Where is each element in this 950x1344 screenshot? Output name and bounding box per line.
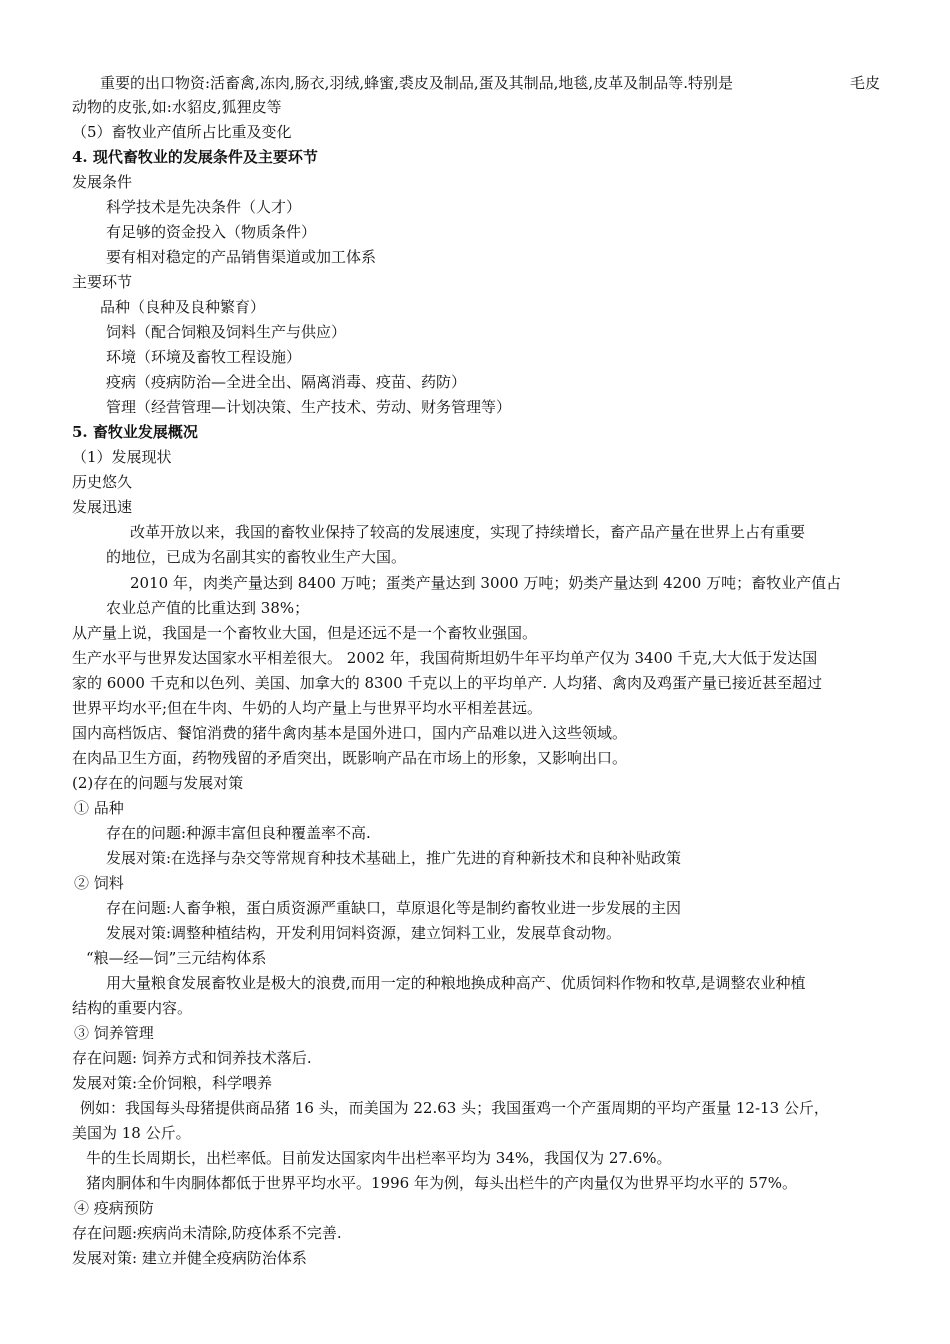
text-line: 发展对策:调整种植结构，开发利用饲料资源，建立饲料工业，发展草食动物。 (106, 924, 622, 942)
text-line: 在肉品卫生方面，药物残留的矛盾突出，既影响产品在市场上的形象，又影响出口。 (72, 749, 628, 767)
section-heading: 4. 现代畜牧业的发展条件及主要环节 (72, 148, 318, 166)
text-line: ① 品种 (74, 799, 124, 817)
text-line: ④ 疫病预防 (74, 1199, 154, 1217)
text-line: 管理（经营管理—计划决策、生产技术、劳动、财务管理等） (106, 398, 512, 416)
text-line: 家的 6000 千克和以色列、美国、加拿大的 8300 千克以上的平均单产. 人均猪、禽肉及鸡蛋产量已接近甚至超过 (72, 674, 822, 692)
text-line: 美国为 18 公斤。 (72, 1124, 191, 1142)
text-line: 要有相对稳定的产品销售渠道或加工体系 (106, 248, 377, 266)
text-line: 猪肉胴体和牛肉胴体都低于世界平均水平。1996 年为例，每头出栏牛的产肉量仅为世界平均水平的 57%。 (86, 1174, 798, 1192)
section-heading: 5. 畜牧业发展概况 (72, 423, 198, 441)
text-line: “粮—经—饲”三元结构体系 (86, 949, 267, 967)
text-line: 结构的重要内容。 (72, 999, 193, 1017)
text-line: 的地位，已成为名副其实的畜牧业生产大国。 (106, 548, 407, 566)
text-line: 存在问题: 饲养方式和饲养技术落后. (72, 1049, 312, 1067)
text-line: 有足够的资金投入（物质条件） (106, 223, 317, 241)
text-line: 品种（良种及良种繁育） (100, 298, 266, 316)
text-line: 牛的生长周期长，出栏率低。目前发达国家肉牛出栏率平均为 34%，我国仅为 27.6%。 (86, 1149, 672, 1167)
text-line: 发展条件 (72, 173, 133, 191)
text-line: 例如：我国每头母猪提供商品猪 16 头，而美国为 22.63 头；我国蛋鸡一个产蛋周期的平均产蛋量 12-13 公斤， (80, 1099, 829, 1117)
text-line: 存在问题:人畜争粮，蛋白质资源严重缺口，草原退化等是制约畜牧业进一步发展的主因 (106, 899, 682, 917)
text-line: ② 饲料 (74, 874, 124, 892)
text-line: 发展对策: 建立并健全疫病防治体系 (72, 1249, 307, 1267)
text-line: 发展对策:在选择与杂交等常规育种技术基础上，推广先进的育种新技术和良种补贴政策 (106, 849, 682, 867)
text-line: 农业总产值的比重达到 38%； (106, 599, 310, 617)
text-line: 生产水平与世界发达国家水平相差很大。 2002 年，我国荷斯坦奶牛年平均单产仅为 3400 千克,大大低于发达国 (72, 649, 818, 667)
text-line: 发展对策:全价饲粮，科学喂养 (72, 1074, 273, 1092)
text-line: 历史悠久 (72, 473, 133, 491)
text-line: 重要的出口物资:活畜禽,冻肉,肠衣,羽绒,蜂蜜,裘皮及制品,蛋及其制品,地毯,皮革及制品等.特别是 (100, 74, 733, 92)
text-line: 世界平均水平;但在牛肉、牛奶的人均产量上与世界平均水平相差甚远。 (72, 699, 543, 717)
text-line: 用大量粮食发展畜牧业是极大的浪费,而用一定的种粮地换成种高产、优质饲料作物和牧草,是调整农业种植 (106, 974, 806, 992)
text-line: 疫病（疫病防治—全进全出、隔离消毒、疫苗、药防） (106, 373, 467, 391)
text-line: 动物的皮张,如:水貂皮,狐狸皮等 (72, 98, 282, 116)
text-line: 科学技术是先决条件（人才） (106, 198, 302, 216)
section-heading: （5）畜牧业产值所占比重及变化 (72, 123, 292, 141)
text-line: 存在问题:疾病尚未清除,防疫体系不完善. (72, 1224, 342, 1242)
text-line: 环境（环境及畜牧工程设施） (106, 348, 302, 366)
text-line: 从产量上说，我国是一个畜牧业大国，但是还远不是一个畜牧业强国。 (72, 624, 538, 642)
section-heading: (2)存在的问题与发展对策 (72, 774, 244, 792)
text-line: 改革开放以来，我国的畜牧业保持了较高的发展速度，实现了持续增长，畜产品产量在世界上占有重要 (130, 523, 806, 541)
text-line: 发展迅速 (72, 498, 133, 516)
text-line: 2010 年，肉类产量达到 8400 万吨；蛋类产量达到 3000 万吨；奶类产量达到 4200 万吨；畜牧业产值占 (130, 574, 842, 592)
text-line: 饲料（配合饲粮及饲料生产与供应） (106, 323, 347, 341)
text-line: 主要环节 (72, 273, 133, 291)
text-line: 毛皮 (849, 74, 880, 92)
text-line: 存在的问题:种源丰富但良种覆盖率不高. (106, 824, 371, 842)
section-heading: （1）发展现状 (72, 448, 172, 466)
text-line: ③ 饲养管理 (74, 1024, 154, 1042)
text-line: 国内高档饭店、餐馆消费的猪牛禽肉基本是国外进口，国内产品难以进入这些领域。 (72, 724, 628, 742)
